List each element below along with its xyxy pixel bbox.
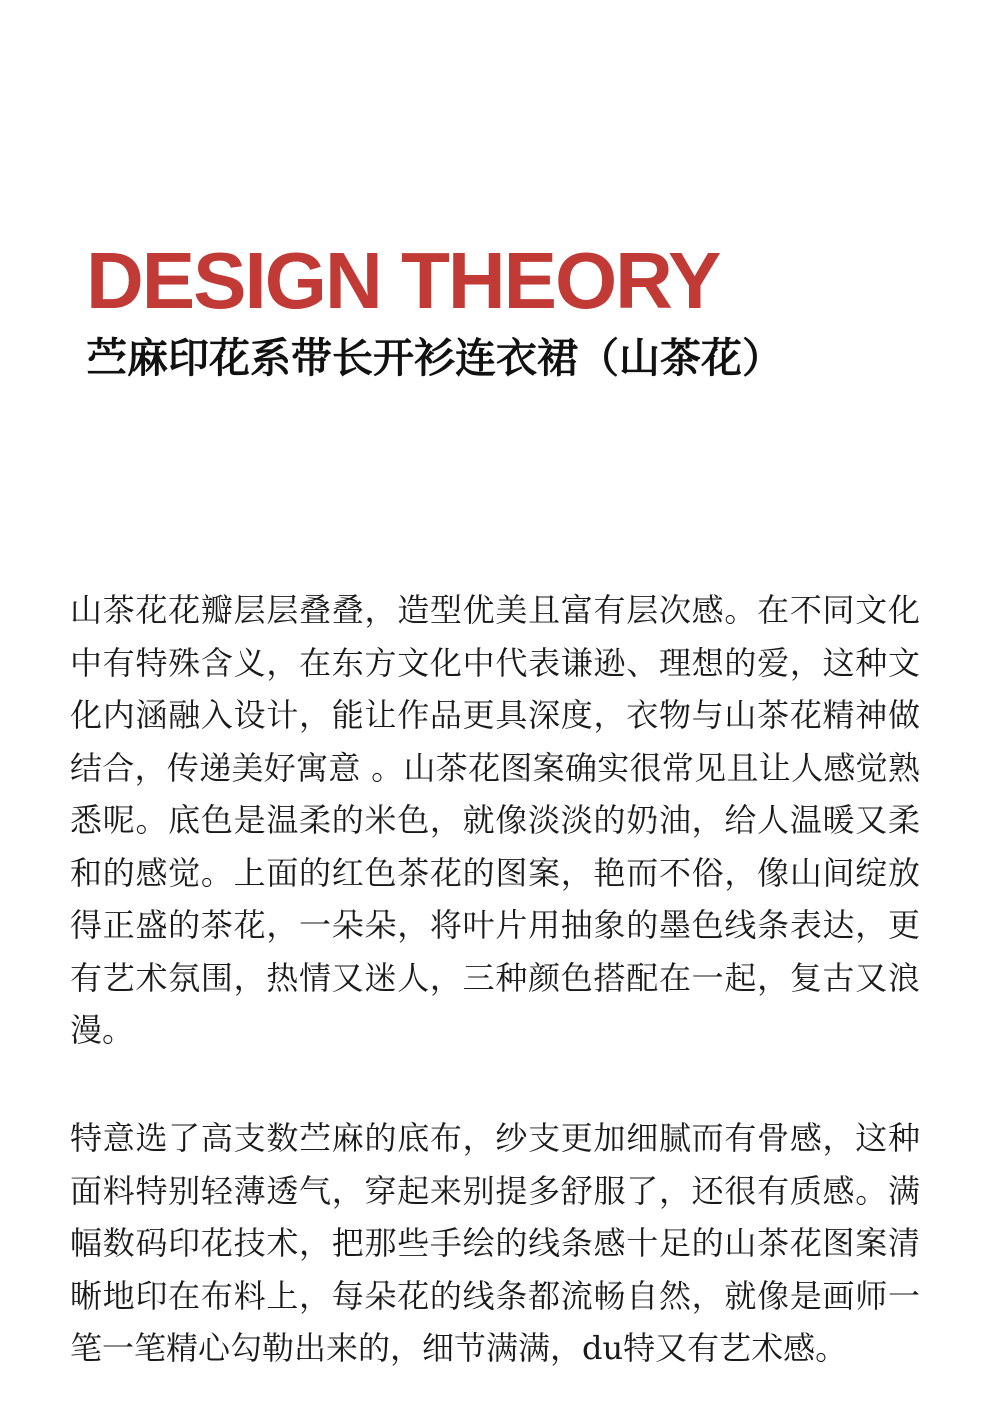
body-paragraph-2: 特意选了高支数苎麻的底布，纱支更加细腻而有骨感，这种面料特别轻薄透气，穿起来别提多舒服了，还很有质感。满幅数码印花技术，把那些手绘的线条感十足的山茶花图案清晰地印在布料上，每朵花的线条都流畅自然，就像是画师一笔一笔精心勾勒出来的，细节满满，du特又有艺术感。: [70, 1119, 920, 1367]
page-title-english: DESIGN THEORY: [86, 236, 720, 325]
page-title-chinese: 苎麻印花系带长开衫连衣裙（山茶花）: [86, 334, 783, 382]
body-paragraph-1: 山茶花花瓣层层叠叠，造型优美且富有层次感。在不同文化中有特殊含义，在东方文化中代表谦逊、理想的爱，这种文化内涵融入设计，能让作品更具深度，衣物与山茶花精神做结合，传递美好寓意 。山茶花图案确实很常见且让人感觉熟悉呢。底色是温柔的米色，就像淡淡的奶油，给人温暖又柔和的感觉。上面的红色茶花的图案，艳而不俗，像山间绽放得正盛的茶花，一朵朵，将叶片用抽象的墨色线条表达，更有艺术氛围，热情又迷人，三种颜色搭配在一起，复古又浪漫。: [70, 591, 920, 1049]
